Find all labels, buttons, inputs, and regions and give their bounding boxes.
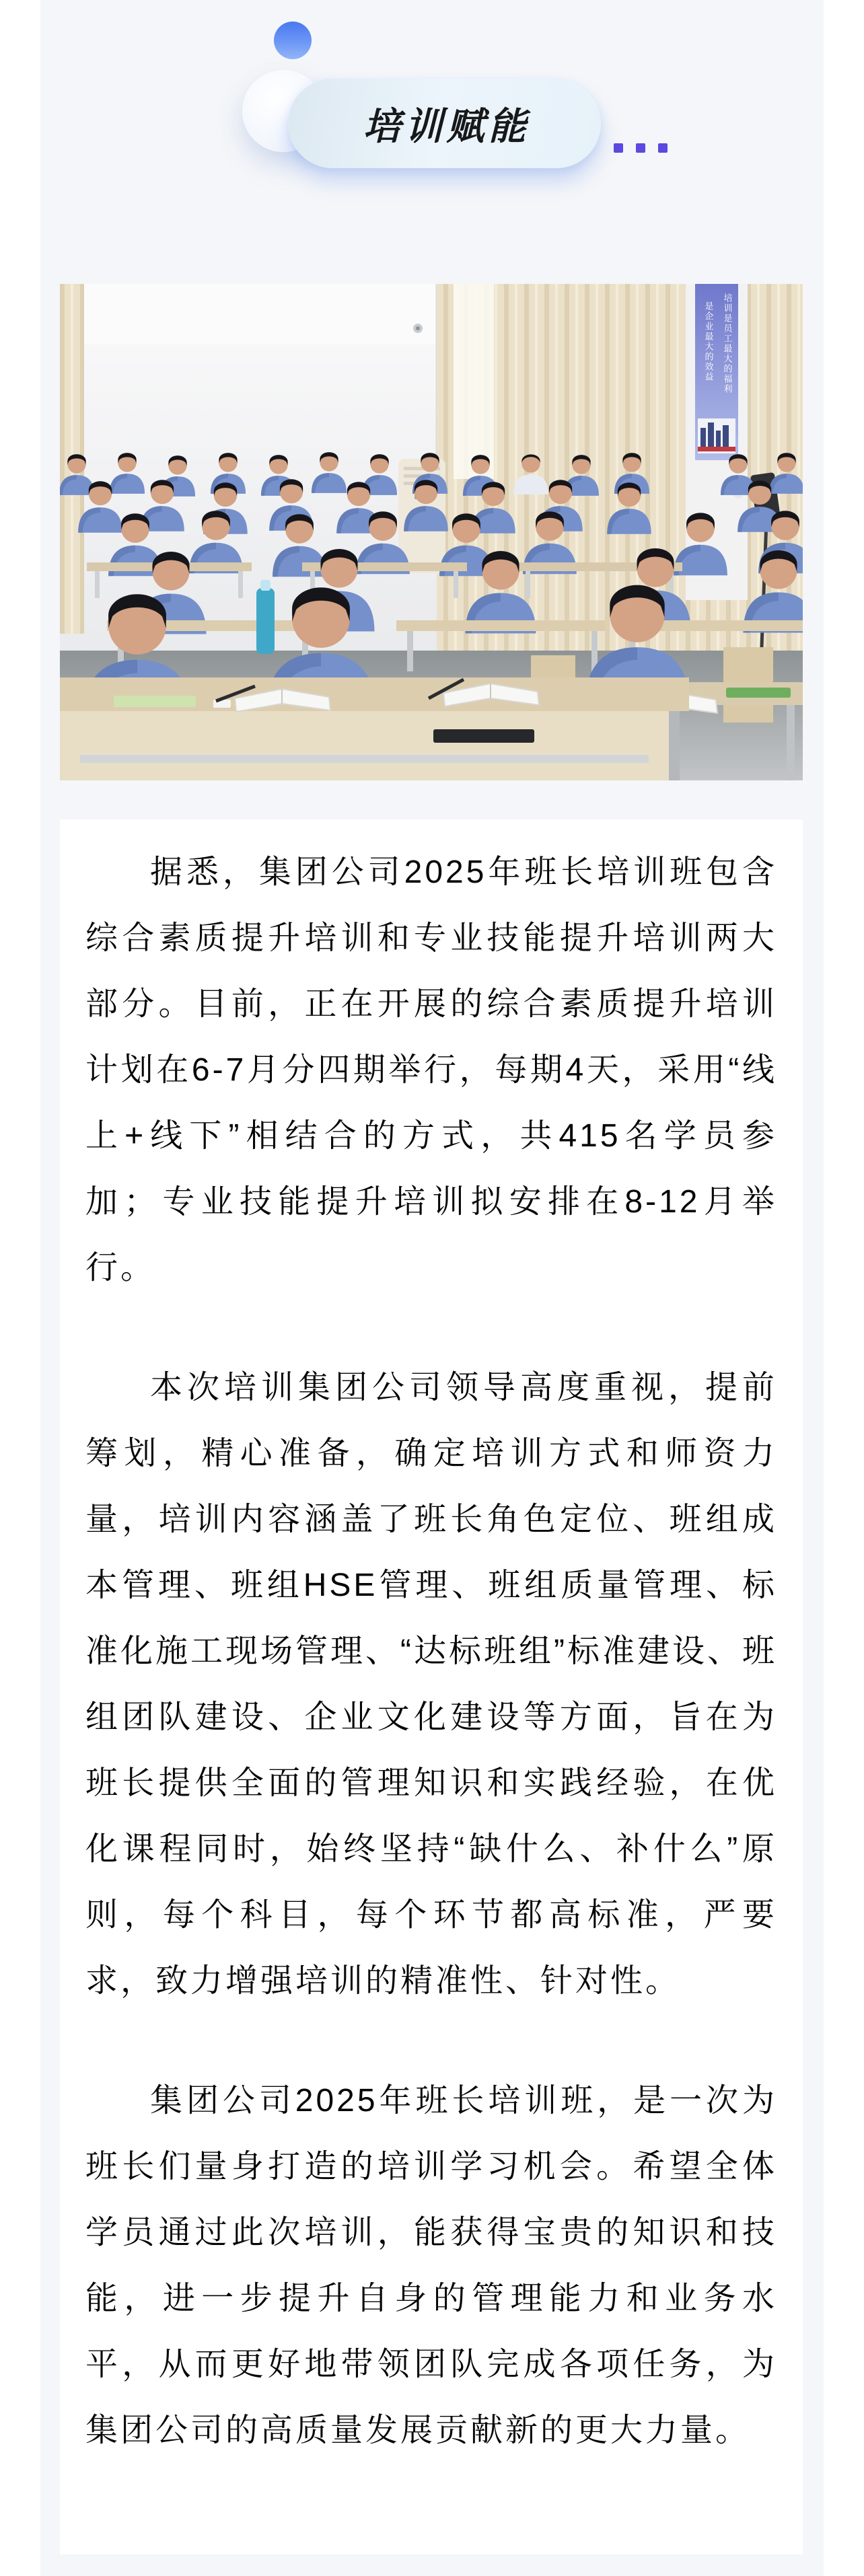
paragraph-3: 集团公司2025年班长培训班，是一次为班长们量身打造的培训学习机会。希望全体学员通过此次培训，能获得宝贵的知识和技能，进一步提升自身的管理能力和业务水平，从而更好地带领团队完成各项任务，为集团公司的高质量发展贡献新的更大力量。 [85, 2083, 777, 2448]
water-bottle [256, 580, 275, 654]
section-header [40, 0, 824, 284]
training-class-photo[interactable] [60, 284, 803, 780]
ellipsis-dot [636, 143, 645, 153]
section-badge [288, 79, 601, 168]
front-desk-main [60, 677, 689, 780]
content-strip [40, 0, 824, 2576]
banner-text-2: 是企业最大的效益 [703, 301, 714, 382]
ellipsis-decoration [614, 143, 668, 153]
article-card [60, 819, 803, 2554]
paragraph-2: 本次培训集团公司领导高度重视，提前筹划，精心准备，确定培训方式和师资力量，培训内容涵盖了班长角色定位、班组成本管理、班组HSE管理、班组质量管理、标准化施工现场管理、“达标班组”标准建设、班组团队建设、企业文化建设等方面，旨在为班长提供全面的管理知识和实践经验，在优化课程同时，始终坚持“缺什么、补什么”原则，每个科目，每个环节都高标准，严要求，致力增强培训的精准性、针对性。 [85, 1370, 777, 1999]
paragraph-1: 据悉，集团公司2025年班长培训班包含综合素质提升培训和专业技能提升培训两大部分。目前，正在开展的综合素质提升培训计划在6-7月分四期举行，每期4天，采用“线上+线下”相结合的方式，共415名学员参加；专业技能提升培训拟安排在8-12月举行。 [85, 854, 777, 1286]
decor-circle-blue [274, 22, 312, 59]
training-photo-illustration [60, 284, 803, 780]
training-banner [695, 284, 738, 460]
banner-text-1: 培训是员工最大的福利 [722, 293, 733, 394]
ellipsis-dot [658, 143, 668, 153]
section-badge-label: 培训赋能 [363, 104, 530, 147]
ellipsis-dot [614, 143, 623, 153]
